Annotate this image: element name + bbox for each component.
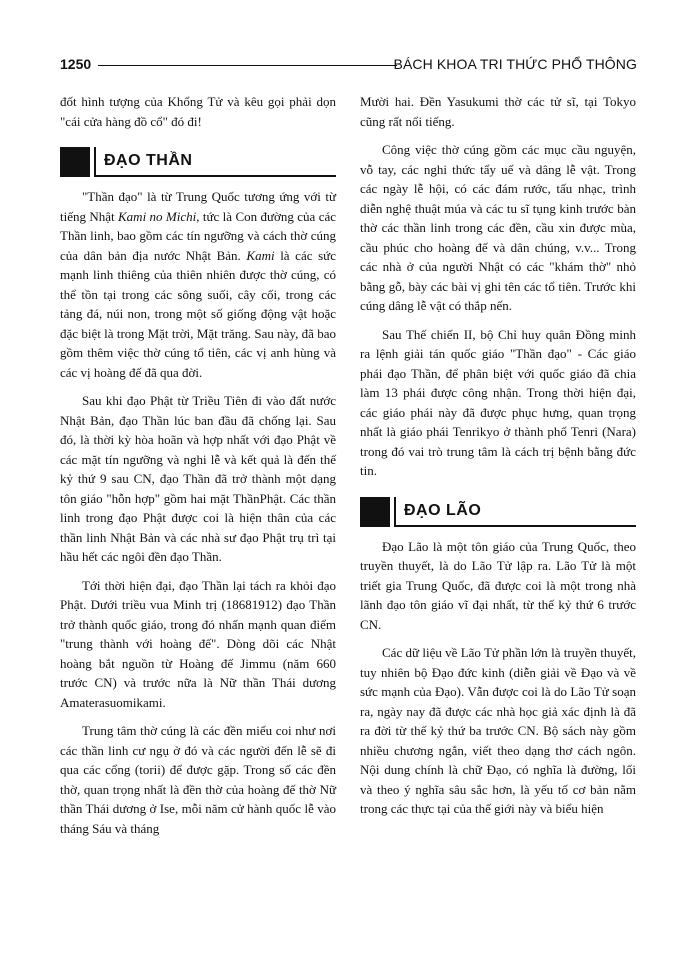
section-heading-dao-lao xyxy=(360,497,636,527)
header-rule xyxy=(98,65,397,66)
section-title: ĐẠO THẦN xyxy=(94,147,336,177)
paragraph: Các dữ liệu về Lão Tử phần lớn là truyền thuyết, tuy nhiên bộ Đạo đức kinh (diễn giải về Đạo và về sức mạnh của Đạo). Vẫn được coi là do Lão Tử soạn ra, ngày nay đã được các nhà học giả xác định là đã ra đời từ thế kỷ thứ ba trước CN. Bộ sách này gồm nhiều chương ngắn, viết theo dạng thơ cách ngôn. Nội dung chính là chữ Đạo, có nghĩa là đường, lối và theo ý nghĩa sâu sắc hơn, là yếu tố cơ bản nằm trong các thực tại của thế giới này và biểu hiện xyxy=(360,645,636,816)
right-column xyxy=(360,92,636,828)
paragraph: Mười hai. Đền Yasukumi thờ các tử sĩ, tại Tokyo cũng rất nổi tiếng. xyxy=(360,94,636,129)
section-heading-dao-than xyxy=(60,147,336,177)
paragraph: "Thần đạo" là từ Trung Quốc tương ứng với từ tiếng Nhật Kami no Michi, tức là Con đường của các Thần linh, bao gồm các tín ngưỡng và cách thờ cúng của dân bản địa nước Nhật Bản. Kami là các sức mạnh linh thiêng của thiên nhiên được thờ cúng, có thể tồn tại trong các sông suối, cây cối, trong các tảng đá, núi non, trong một số giống động vật hoặc đặc biệt là trong Mặt trời, Mặt trăng. Sau này, đã bao gồm thêm việc thờ cúng tổ tiên, các vị anh hùng và các vị hoàng đế đã qua đời. xyxy=(60,189,336,380)
page-header xyxy=(60,55,637,77)
book-title: BÁCH KHOA TRI THỨC PHỔ THÔNG xyxy=(393,56,637,72)
paragraph: Sau Thế chiến II, bộ Chỉ huy quân Đồng minh ra lệnh giải tán quốc giáo "Thần đạo" - Các giáo phái đạo Thần, để phân biệt với quốc giáo đã chia làm 13 phái được công nhận. Trong thời hiện đại, các giáo phái này đã được phục hưng, quan trọng nhất là giáo phái Tenrikyo ở thành phố Tenri (Nara) trong đó vai trò trung tâm là cách trị bệnh bằng đức tin. xyxy=(360,326,636,478)
section-title: ĐẠO LÃO xyxy=(394,497,636,527)
paragraph: Tới thời hiện đại, đạo Thần lại tách ra khỏi đạo Phật. Dưới triều vua Minh trị (18681912) đạo Thần trở thành quốc giáo, trong đó nhấn mạnh quan điểm "trung thành với hoàng đế". Dòng dõi các Nhật hoàng bắt nguồn từ Hoàng đế Jimmu (năm 660 trước CN) và trước nữa là Nữ thần Thái dương Amaterasuomikami. xyxy=(60,577,336,710)
section-marker-block xyxy=(60,147,90,177)
italic-term: Kami no Michi xyxy=(118,208,197,224)
section-marker-block xyxy=(360,497,390,527)
paragraph: Đạo Lão là một tôn giáo của Trung Quốc, theo truyền thuyết, là do Lão Tử lập ra. Lão Tử là một triết gia Trung Quốc, đã được coi là một trong nhà lãnh đạo tôn giáo vĩ đại nhất, từ thế kỷ thứ 6 trước CN. xyxy=(360,538,636,632)
italic-term: Kami xyxy=(246,247,275,263)
paragraph: Công việc thờ cúng gồm các mục cầu nguyện, vỗ tay, các nghi thức tẩy uế và dâng lễ vật. Trong các ngày lễ hội, có các đám rước, tấu nhạc, trình diễn nghệ thuật múa và các tu sĩ tụng kinh trước bàn thờ các thần linh trong các đền, cầu xin được mùa, cầu phúc cho hoàng đế và dân chúng, v.v... Trong các nhà ở của người Nhật có các "khám thờ" nhỏ bằng gỗ, bày các bài vị ghi tên các tổ tiên. Trước khi cúng dâng lễ vật có thắp nến. xyxy=(360,142,636,313)
left-column xyxy=(60,92,336,847)
paragraph: Trung tâm thờ cúng là các đền miếu coi như nơi các thần linh cư ngụ ở đó và các người đến lễ sẽ đi qua các cổng (torii) để được gặp. Trong số các đền thờ, quan trọng nhất là đền thờ của hoàng đế thờ Nữ thần Thái dương ở Ise, mỗi năm cử hành quốc lễ vào tháng Sáu và tháng xyxy=(60,723,336,836)
page-number: 1250 xyxy=(60,56,92,72)
paragraph: đốt hình tượng của Khổng Tử và kêu gọi phải dọn "cái cửa hàng đồ cổ" đó đi! xyxy=(60,94,336,129)
paragraph: Sau khi đạo Phật từ Triều Tiên đi vào đất nước Nhật Bản, đạo Thần lúc ban đầu đã chống lại. Sau đó, là thời kỳ hòa hoãn và hợp nhất với đạo Phật về các mặt tín ngưỡng và nghi lễ và kết quả là đến thế kỷ thứ 9 sau CN, đạo Thần đã trở thành một dạng tôn giáo "hỗn hợp" gồm hai mặt ThầnPhật. Các thần linh trong đạo Phật được coi là hiện thân của các thần linh Nhật Bản và các nhà sư đạo Phật trụ trì tại hầu hết các ngôi đền đạo Thần. xyxy=(60,393,336,564)
